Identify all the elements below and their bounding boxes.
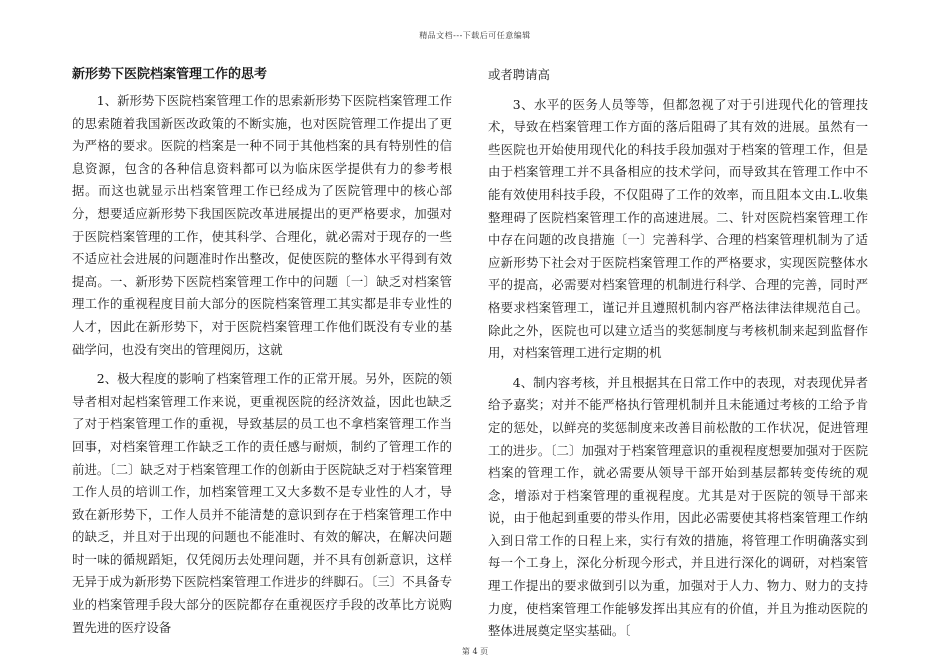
- page-header: 精品文档---下载后可任意编辑: [419, 31, 531, 40]
- document-title: 新形势下医院档案管理工作的思考: [72, 67, 268, 82]
- page-number: 第 4 页: [461, 647, 489, 656]
- paragraph-3: 3、水平的医务人员等等，但都忽视了对于引进现代化的管理技术，导致在档案管理工作方面的落后阻碍了其有效的进展。虽然有一些医院也开始使用现代化的科技手段加强对于档案的管理工作，但是由于档案管理工并不具备相应的技术学问，而导致其在管理工作中不能有效使用科技手段，不仅阻碍了工作的效率，而且阻本文由.L.收集整理碍了医院档案管理工作的高速进展。二、针对医院档案管理工作中存在问题的改良措施〔一〕完善科学、合理的档案管理机制为了适应新形势下社会对于医院档案管理工作的严格要求，实现医院整体水平的提高，必需要对档案管理的机制进行科学、合理的完善，同时严格要求档案管理工，谨记并且遵照机制内容严格法律法律规范自己。除此之外，医院也可以建立适当的奖惩制度与考核机制来起到监督作用，对档案管理工进行定期的机: [488, 96, 868, 361]
- paragraph-1: 1、新形势下医院档案管理工作的思索新形势下医院档案管理工作的思索随着我国新医改政策的不断实施，也对医院管理工作提出了更为严格的要求。医院的档案是一种不同于其他档案的具有特别性的信息资源，包含的各种信息资料都可以为临床医学提供有力的参考根据。而这也就显示出档案管理工作已经成为了医院管理中的核心部分，想要适应新形势下我国医院改革进展提出的更严格要求，加强对于医院档案管理的工作，使其科学、合理化，就必需对于现存的一些不适应社会进展的问题准时作出整改，促使医院的整体水平得到有效提高。一、新形势下医院档案管理工作中的问题〔一〕缺乏对档案管理工作的重视程度目前大部分的医院档案管理工其实都是非专业性的人才，因此在新形势下，对于医院档案管理工作他们既没有专业的基础学问，也没有突出的管理阅历，这就: [72, 93, 452, 357]
- paragraph-4: 4、制内容考核，并且根据其在日常工作中的表现，对表现优异者给予嘉奖；对并不能严格执行管理机制并且未能通过考核的工给予肯定的惩处，以鲜亮的奖惩制度来改善目前松散的工作状况，促进管理工的进步。〔二〕加强对于档案管理意识的重视程度想要加强对于医院档案的管理工作，就必需要从领导干部开始到基层都转变传统的观念，增添对于档案管理的重视程度。尤其是对于医院的领导干部来说，由于他起到重要的带头作用，因此必需要使其将档案管理工作纳入到日常工作的日程上来，实行有效的措施，将管理工作明确落实到每一个工身上，深化分析现今形式，并且进行深化的调研，对档案管理工作提出的要求做到引以为重，加强对于人力、物力、财力的支持力度，使档案管理工作能够发挥出其应有的价值，并且为推动医院的整体进展奠定坚实基础。〔: [488, 374, 868, 639]
- right-column: [488, 64, 868, 650]
- left-column: [72, 64, 452, 646]
- paragraph-continuation: 或者聘请高: [488, 67, 550, 82]
- paragraph-2: 2、极大程度的影响了档案管理工作的正常开展。另外，医院的领导者相对起档案管理工作来说，更重视医院的经济效益，因此也缺乏了对于档案管理工作的重视，导致基层的员工也不拿档案管理工作当回事，对档案管理工作缺乏工作的责任感与耐烦，制约了管理工作的前进。〔二〕缺乏对于档案管理工作的创新由于医院缺乏对于档案管理工作人员的培训工作，加档案管理工又大多数不是专业性的人才，导致在新形势下，工作人员并不能清楚的意识到存在于档案管理工作中的缺乏，并且对于出现的问题也不能准时、有效的解决，在解决问题时一味的循规蹈矩，仅凭阅历去处理问题，并不具有创新意识，这样无异于成为新形势下医院档案管理工作进步的绊脚石。〔三〕不具备专业的档案管理手段大部分的医院都存在重视医疗手段的改革比方说购置先进的医疗设备: [72, 371, 452, 635]
